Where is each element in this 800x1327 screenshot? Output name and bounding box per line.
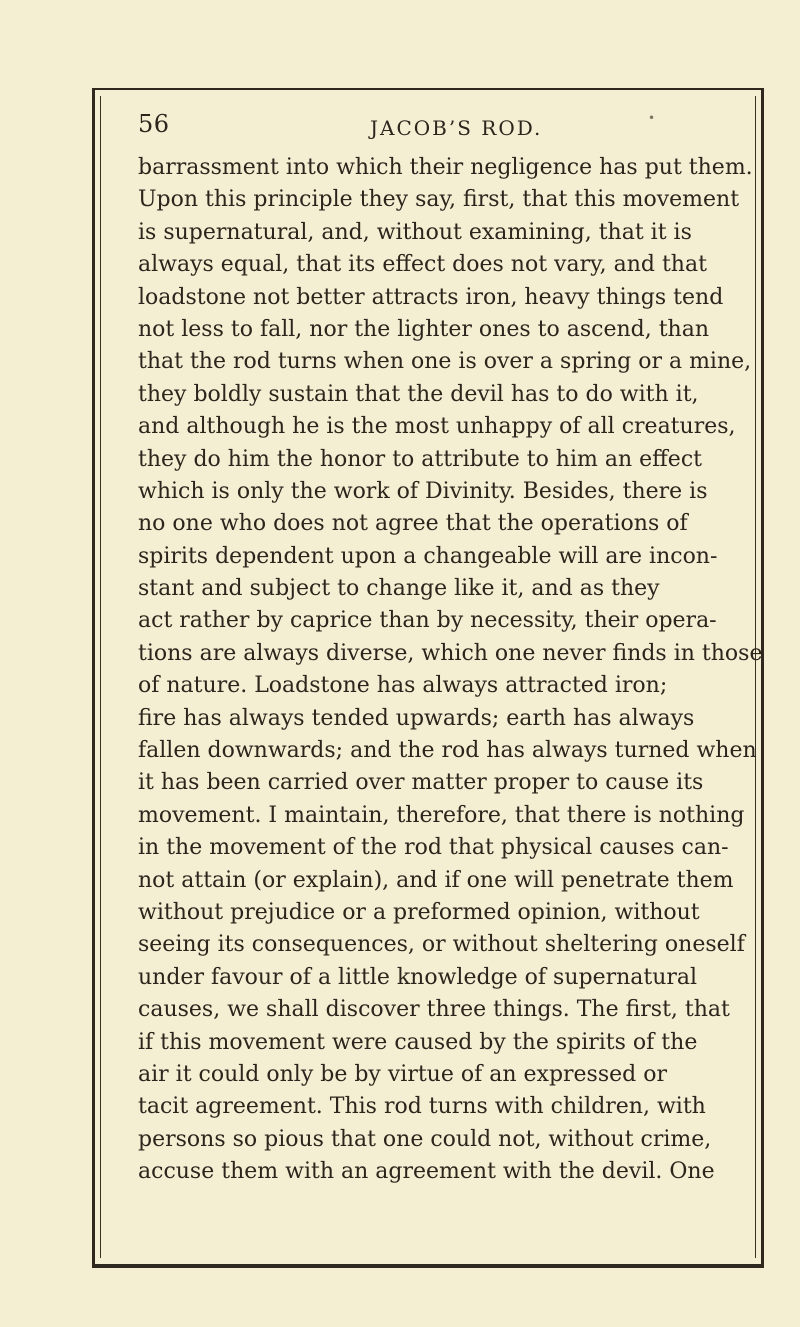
text-line-29: air it could only be by virtue of an expressed or bbox=[138, 1061, 667, 1087]
text-line-5: loadstone not better attracts iron, heavy things tend bbox=[138, 284, 724, 310]
text-line-8: they boldly sustain that the devil has to do with it, bbox=[138, 381, 699, 407]
text-line-27: causes, we shall discover three things. The first, that bbox=[138, 997, 730, 1023]
text-line-15: act rather by caprice than by necessity, their opera- bbox=[138, 608, 717, 634]
text-line-32: accuse them with an agreement with the devil. One bbox=[138, 1159, 715, 1185]
text-line-19: fallen downwards; and the rod has always turned when bbox=[138, 738, 757, 764]
text-line-11: which is only the work of Divinity. Besides, there is bbox=[138, 478, 708, 504]
text-line-14: stant and subject to change like it, and as they bbox=[138, 576, 660, 602]
text-line-26: under favour of a little knowledge of supernatural bbox=[138, 964, 698, 990]
text-line-20: it has been carried over matter proper to cause its bbox=[138, 770, 704, 796]
text-line-7: that the rod turns when one is over a spring or a mine, bbox=[138, 349, 752, 375]
text-line-28: if this movement were caused by the spirits of the bbox=[138, 1029, 698, 1055]
text-line-22: in the movement of the rod that physical causes can- bbox=[138, 835, 729, 861]
text-line-6: not less to fall, nor the lighter ones to ascend, than bbox=[138, 316, 709, 342]
text-line-4: always equal, that its effect does not vary, and that bbox=[138, 252, 707, 278]
text-line-23: not attain (or explain), and if one will penetrate them bbox=[138, 867, 734, 893]
text-line-16: tions are always diverse, which one never finds in those bbox=[138, 640, 763, 666]
text-line-25: seeing its consequences, or without sheltering oneself bbox=[138, 932, 745, 958]
text-line-10: they do him the honor to attribute to him an effect bbox=[138, 446, 702, 472]
text-line-24: without prejudice or a preformed opinion, without bbox=[138, 899, 700, 925]
page-number: 56 bbox=[138, 110, 170, 138]
running-title: JACOB’S ROD. bbox=[370, 116, 543, 140]
text-line-31: persons so pious that one could not, without crime, bbox=[138, 1126, 712, 1152]
text-line-21: movement. I maintain, therefore, that there is nothing bbox=[138, 802, 745, 828]
text-line-12: no one who does not agree that the operations of bbox=[138, 511, 688, 537]
running-head bbox=[138, 106, 658, 146]
text-line-30: tacit agreement. This rod turns with children, with bbox=[138, 1094, 706, 1120]
printer-mark: • bbox=[648, 111, 656, 125]
text-line-9: and although he is the most unhappy of all creatures, bbox=[138, 414, 736, 440]
text-line-13: spirits dependent upon a changeable will are incon- bbox=[138, 543, 718, 569]
text-line-17: of nature. Loadstone has always attracted iron; bbox=[138, 673, 668, 699]
text-line-3: is supernatural, and, without examining, that it is bbox=[138, 219, 692, 245]
text-line-1: barrassment into which their negligence has put them. bbox=[138, 155, 753, 180]
text-line-18: fire has always tended upwards; earth has always bbox=[138, 705, 695, 731]
body-text bbox=[138, 152, 763, 1189]
text-line-2: Upon this principle they say, first, that this movement bbox=[138, 187, 740, 213]
